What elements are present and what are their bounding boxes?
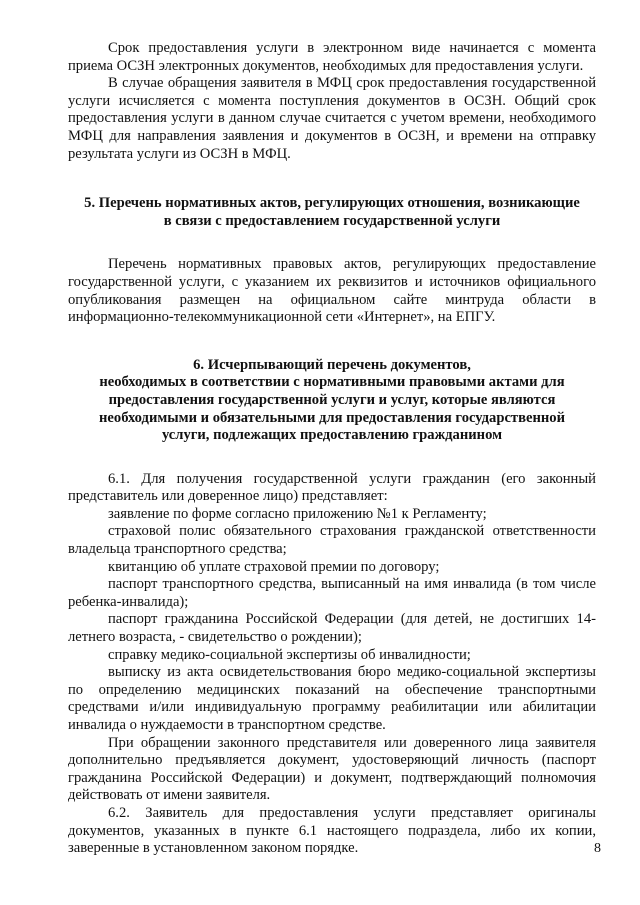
section-6-heading bbox=[68, 357, 596, 445]
section-5-heading-line-2: в связи с предоставлением государственной услуги bbox=[163, 212, 501, 229]
section-6-heading-line: необходимых в соответствии с нормативными правовыми актами для bbox=[99, 374, 565, 391]
paragraph-6-2: 6.2. Заявитель для предоставления услуги представляет оригиналы документов, указанных в пункте 6.1 настоящего подраздела, либо их копии, заверенные в установленном законом порядке. bbox=[68, 804, 596, 857]
page-number: 8 bbox=[594, 841, 601, 856]
section-6-heading-line: необходимыми и обязательными для предоставления государственной bbox=[99, 409, 565, 426]
list-item-application: заявление по форме согласно приложению №1 к Регламенту; bbox=[108, 505, 487, 522]
section-5-heading-line-1: 5. Перечень нормативных актов, регулирующих отношения, возникающие bbox=[84, 195, 580, 212]
list-item-insurance-policy: страховой полис обязательного страхования гражданской ответственности владельца транспортного средства; bbox=[68, 523, 596, 558]
paragraph-electronic-term: Срок предоставления услуги в электронном виде начинается с момента приема ОСЗН электронных документов, необходимых для предоставления услуги. bbox=[68, 40, 596, 74]
section-6-heading-line: предоставления государственной услуги и услуг, которые являются bbox=[108, 391, 556, 408]
section-5-heading bbox=[68, 195, 596, 230]
paragraph-mfc-term: В случае обращения заявителя в МФЦ срок предоставления государственной услуги исчисляется с момента поступления документов в ОСЗН. Общий срок предоставления услуги в данном случае считается с учетом времени, необходимого МФЦ для направления заявления и документов в ОСЗН, и времени на отправку результата услуги из ОСЗН в МФЦ. bbox=[68, 75, 596, 162]
paragraph-representative: При обращении законного представителя или доверенного лица заявителя дополнительно предъявляется документ, удостоверяющий личность (паспорт гражданина Российской Федерации) и документ, подтверждающий полномочия действовать от имени заявителя. bbox=[68, 734, 596, 804]
list-item-examination-extract: выписку из акта освидетельствования бюро медико-социальной экспертизы по определению медицинских показаний на обеспечение транспортными средствами и/или индивидуальную программу реабилитации или абилитации инвалида о нуждаемости в транспортном средстве. bbox=[68, 664, 596, 733]
section-6-heading-line: услуги, подлежащих предоставлению гражданином bbox=[161, 427, 503, 444]
paragraph-normative-acts: Перечень нормативных правовых актов, регулирующих предоставление государственной услуги, с указанием их реквизитов и источников официального опубликования размещен на официальном сайте минтруда области в информационно-телекоммуникационной сети «Интернет», на ЕПГУ. bbox=[68, 256, 596, 326]
section-6-body bbox=[68, 471, 596, 858]
list-item-disability-certificate: справку медико-социальной экспертизы об инвалидности; bbox=[108, 646, 471, 663]
list-item-receipt: квитанцию об уплате страховой премии по договору; bbox=[108, 558, 440, 575]
paragraph-6-1: 6.1. Для получения государственной услуги гражданин (его законный представитель или доверенное лицо) представляет: bbox=[68, 470, 596, 505]
section-6-heading-line: 6. Исчерпывающий перечень документов, bbox=[193, 356, 471, 373]
list-item-citizen-passport: паспорт гражданина Российской Федерации (для детей, не достигших 14-летнего возраста, - свидетельство о рождении); bbox=[68, 611, 596, 646]
list-item-vehicle-passport: паспорт транспортного средства, выписанный на имя инвалида (в том числе ребенка-инвалида); bbox=[68, 576, 596, 610]
